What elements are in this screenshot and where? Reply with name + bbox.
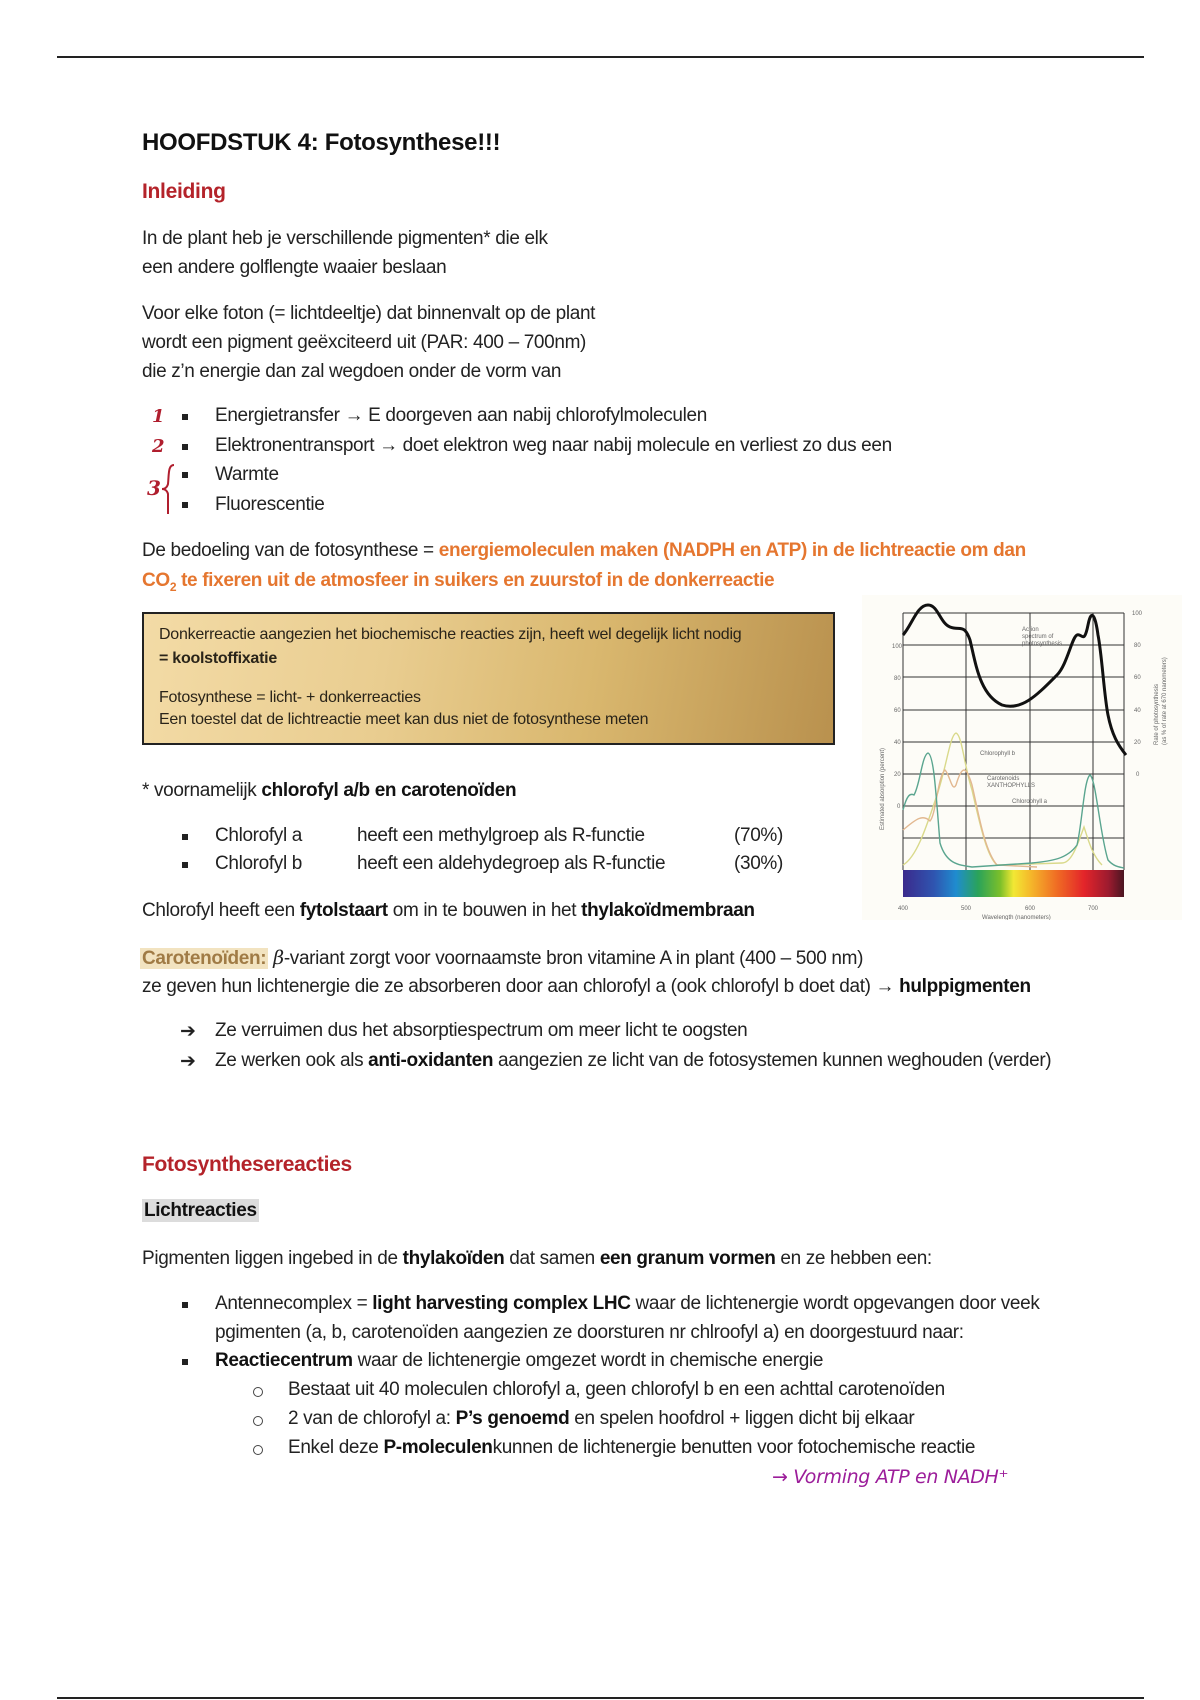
- chlorophyll-desc: heeft een aldehydegroep als R-functie: [357, 853, 666, 874]
- handwritten-number: 3: [147, 476, 161, 500]
- reactie-bold: Reactiecentrum: [215, 1350, 353, 1371]
- reactie-subitem: [288, 1408, 914, 1430]
- svg-text:Estimated absorption (percent): Estimated absorption (percent): [880, 747, 886, 830]
- bottom-rule: [57, 1697, 1144, 1699]
- reactie-line: [215, 1350, 823, 1372]
- note-line-bold: = koolstoffixatie: [159, 650, 277, 667]
- handwritten-number: 1: [152, 406, 165, 427]
- page-title: HOOFDSTUK 4: Fotosynthese!!!: [142, 129, 501, 156]
- note-line: Fotosynthese = licht- + donkerreacties: [159, 689, 421, 706]
- note-line: Donkerreactie aangezien het biochemische reacties zijn, heeft wel degelijk licht nodig: [159, 626, 742, 643]
- beta-symbol: β: [273, 947, 284, 969]
- svg-text:0: 0: [897, 804, 901, 810]
- antenne-line-1: [215, 1293, 1039, 1315]
- chlorophyll-name: Chlorofyl a: [215, 825, 302, 846]
- reactie-subitem: Bestaat uit 40 moleculen chlorofyl a, geen chlorofyl b en een achttal carotenoïden: [288, 1379, 945, 1400]
- co2-text: CO: [142, 570, 170, 591]
- svg-text:Chlorophyll b: Chlorophyll b: [980, 751, 1016, 757]
- carotenoids-bold: hulppigmenten: [899, 976, 1031, 997]
- arrow-icon: ➔: [180, 1021, 196, 1042]
- bullet-icon: [182, 862, 188, 868]
- intro-paragraph-line: In de plant heb je verschillende pigmenten* die elk: [142, 228, 548, 249]
- carotenoids-text: ze geven hun lichtenergie die ze absorberen door aan chlorofyl a (ook chlorofyl b doet dat) →: [142, 976, 900, 997]
- svg-text:20: 20: [1134, 740, 1141, 746]
- svg-text:XANTHOPHYLLS: XANTHOPHYLLS: [987, 783, 1036, 789]
- subitem-text: kunnen de lichtenergie benutten voor fotochemische reactie: [492, 1437, 976, 1458]
- arrow-item: [215, 1050, 1051, 1072]
- light-intro: [142, 1248, 932, 1270]
- svg-text:100: 100: [892, 644, 903, 650]
- list-item: Elektronentransport → doet elektron weg naar nabij molecule en verliest zo dus een: [215, 435, 892, 456]
- chlorophyll-name: Chlorofyl b: [215, 853, 302, 874]
- circle-bullet-icon: [253, 1387, 263, 1397]
- subitem-text: 2 van de chlorofyl a:: [288, 1408, 456, 1429]
- arrow-item-text: Ze werken ook als: [215, 1050, 369, 1071]
- circle-bullet-icon: [253, 1445, 263, 1455]
- svg-text:60: 60: [894, 708, 901, 714]
- svg-text:Action: Action: [1022, 627, 1039, 633]
- svg-text:80: 80: [894, 676, 901, 682]
- footnote-prefix: * voornamelijk: [142, 780, 262, 801]
- svg-text:100: 100: [1132, 611, 1143, 617]
- note-line: Een toestel dat de lichtreactie meet kan dus niet de fotosynthese meten: [159, 711, 649, 728]
- svg-text:photosynthesis: photosynthesis: [1022, 641, 1063, 647]
- light-intro-bold: thylakoïden: [402, 1248, 505, 1269]
- subitem-bold: P’s genoemd: [455, 1408, 570, 1429]
- svg-text:20: 20: [894, 772, 901, 778]
- light-intro-bold: een granum vormen: [599, 1248, 776, 1269]
- fytol-text: om in te bouwen in het: [387, 900, 582, 921]
- chlorophyll-pct: (30%): [734, 853, 783, 874]
- section-heading-inleiding: Inleiding: [142, 180, 226, 203]
- svg-text:500: 500: [961, 906, 972, 912]
- footnote: [142, 780, 516, 802]
- reactie-text: waar de lichtenergie omgezet wordt in chemische energie: [352, 1350, 824, 1371]
- svg-text:(as % of rate at 670 nanometer: (as % of rate at 670 nanometers): [1162, 657, 1168, 745]
- carotenoids-line-1: [140, 947, 863, 970]
- subitem-bold: P-moleculen: [383, 1437, 493, 1458]
- intro-paragraph-line: Voor elke foton (= lichtdeeltje) dat binnenvalt op de plant: [142, 303, 596, 324]
- bullet-icon: [182, 834, 188, 840]
- handwritten-number: 2: [152, 436, 165, 457]
- purpose-highlight: energiemoleculen maken (NADPH en ATP) in de lichtreactie om dan: [438, 540, 1026, 561]
- svg-text:700: 700: [1088, 906, 1099, 912]
- handwritten-annotation: → Vorming ATP en NADH⁺: [772, 1466, 1009, 1488]
- reactie-subitem: [288, 1437, 975, 1459]
- arrow-item-bold: anti-oxidanten: [368, 1050, 494, 1071]
- subitem-text: Enkel deze: [288, 1437, 384, 1458]
- svg-text:400: 400: [898, 906, 909, 912]
- intro-paragraph-line: wordt een pigment geëxciteerd uit (PAR: 400 – 700nm): [142, 332, 587, 353]
- bullet-icon: [182, 414, 188, 420]
- antenne-line-2: pgimenten (a, b, carotenoïden aangezien ze doorsturen nr chlroofyl a) en doorgestuurd naar:: [215, 1322, 964, 1343]
- svg-text:60: 60: [1134, 675, 1141, 681]
- carotenoids-text: -variant zorgt voor voornaamste bron vitamine A in plant (400 – 500 nm): [283, 948, 864, 969]
- footnote-bold: chlorofyl a/b en carotenoïden: [261, 780, 517, 801]
- svg-text:40: 40: [1134, 708, 1141, 714]
- note-box: [142, 612, 835, 745]
- subheading-lichtreacties: [142, 1200, 259, 1222]
- bullet-icon: [182, 502, 188, 508]
- carotenoids-label: Carotenoïden:: [142, 948, 267, 969]
- list-item: Warmte: [215, 464, 279, 485]
- svg-text:Wavelength (nanometers): Wavelength (nanometers): [982, 915, 1051, 920]
- svg-text:Chlorophyll a: Chlorophyll a: [1012, 799, 1048, 805]
- fytol-line: [142, 900, 755, 922]
- light-intro-text: en ze hebben een:: [775, 1248, 932, 1269]
- antenne-text: waar de lichtenergie wordt opgevangen door veek: [630, 1293, 1040, 1314]
- purpose-prefix: De bedoeling van de fotosynthese =: [142, 540, 439, 561]
- chlorophyll-pct: (70%): [734, 825, 783, 846]
- fytol-bold: fytolstaart: [299, 900, 388, 921]
- bullet-icon: [182, 444, 188, 450]
- svg-text:spectrum of: spectrum of: [1022, 634, 1054, 640]
- svg-text:Rate of photosynthesis: Rate of photosynthesis: [1154, 683, 1160, 745]
- arrow-item-text: aangezien ze licht van de fotosystemen kunnen weghouden (verder): [493, 1050, 1052, 1071]
- purpose-line-2: [142, 570, 774, 594]
- handwritten-brace-icon: [160, 462, 180, 516]
- circle-bullet-icon: [253, 1416, 263, 1426]
- arrow-item: Ze verruimen dus het absorptiespectrum om meer licht te oogsten: [215, 1020, 748, 1041]
- list-item: Energietransfer → E doorgeven aan nabij chlorofylmoleculen: [215, 405, 707, 426]
- section-heading-fotosynthesereacties: Fotosynthesereacties: [142, 1153, 352, 1176]
- co2-subscript: 2: [169, 579, 177, 594]
- antenne-bold: light harvesting complex LHC: [372, 1293, 631, 1314]
- antenne-text: Antennecomplex =: [215, 1293, 373, 1314]
- svg-text:40: 40: [894, 740, 901, 746]
- svg-text:600: 600: [1025, 906, 1036, 912]
- list-item: Fluorescentie: [215, 494, 325, 515]
- top-rule: [57, 56, 1144, 58]
- bullet-icon: [182, 472, 188, 478]
- intro-paragraph-line: een andere golflengte waaier beslaan: [142, 257, 447, 278]
- fytol-bold: thylakoïdmembraan: [581, 900, 755, 921]
- svg-text:Carotenoids: Carotenoids: [987, 776, 1020, 782]
- subitem-text: en spelen hoofdrol + liggen dicht bij elkaar: [569, 1408, 915, 1429]
- purpose-line-1: [142, 540, 1026, 562]
- svg-text:80: 80: [1134, 643, 1141, 649]
- fytol-text: Chlorofyl heeft een: [142, 900, 300, 921]
- absorption-action-spectrum-chart: [862, 595, 1182, 920]
- arrow-icon: ➔: [180, 1051, 196, 1072]
- svg-text:0: 0: [1136, 772, 1140, 778]
- bullet-icon: [182, 1359, 188, 1365]
- light-intro-text: Pigmenten liggen ingebed in de: [142, 1248, 403, 1269]
- purpose-highlight-rest: te fixeren uit de atmosfeer in suikers en zuurstof in de donkerreactie: [176, 570, 775, 591]
- subheading-text: Lichtreacties: [144, 1200, 257, 1221]
- bullet-icon: [182, 1302, 188, 1308]
- light-intro-text: dat samen: [504, 1248, 600, 1269]
- chlorophyll-desc: heeft een methylgroep als R-functie: [357, 825, 645, 846]
- carotenoids-line-2: [142, 976, 1031, 998]
- intro-paragraph-line: die z’n energie dan zal wegdoen onder de vorm van: [142, 361, 562, 382]
